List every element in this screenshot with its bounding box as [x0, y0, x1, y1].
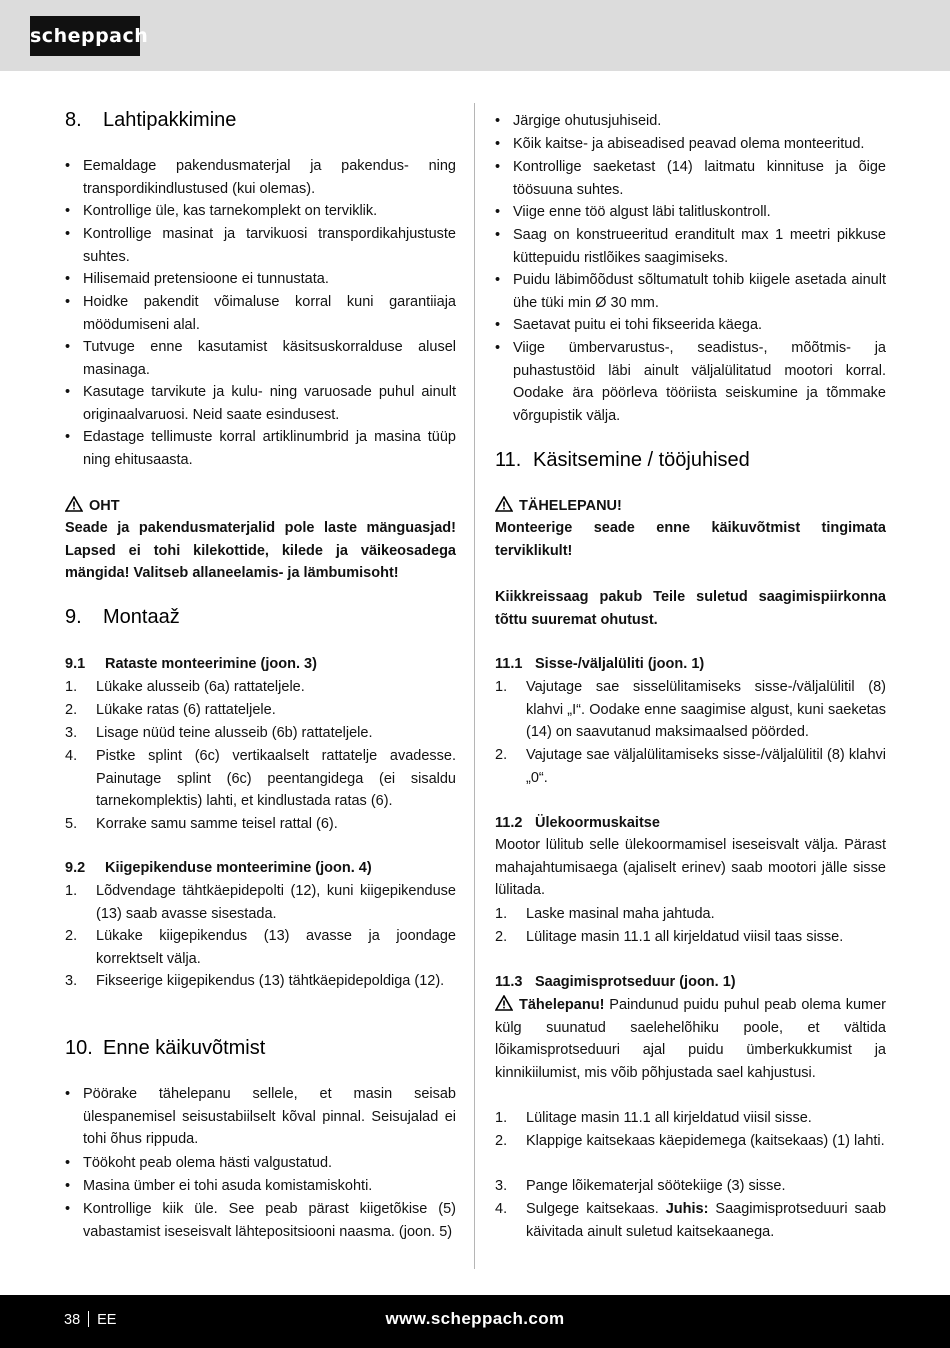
step-item — [495, 676, 886, 744]
bullet-marker: • — [65, 1201, 71, 1217]
bullet-marker: • — [495, 340, 501, 356]
step-item — [495, 926, 886, 949]
list-item-text: Saag on konstrueeritud eranditult max 1 meetri pikkuse küttepuidu ristlõikes saagimiseks. — [513, 227, 886, 266]
page-number: 38 — [64, 1312, 81, 1328]
header-bar — [0, 0, 950, 71]
subsection-11-2-heading — [495, 813, 660, 833]
subsection-number: 11.2 — [495, 815, 523, 831]
subsection-9-2-heading — [65, 858, 372, 878]
list-item-text: Kasutage tarvikute ja kulu- ning varuosade puhul ainult originaalvaruosi. Neid saate esindusest. — [83, 384, 456, 423]
list-item-text: Eemaldage pakendusmaterjal ja pakendus- ning transpordikindlustused (kui olemas). — [83, 158, 456, 197]
step-number: 4. — [65, 748, 78, 764]
attention-heading — [495, 495, 622, 517]
bullet-marker: • — [495, 113, 501, 129]
list-item — [65, 336, 456, 381]
step-item — [65, 722, 456, 745]
step-number: 2. — [65, 702, 78, 718]
step-number: 1. — [495, 1110, 508, 1126]
list-item — [65, 1175, 456, 1198]
list-item — [65, 155, 456, 200]
step-text: Lülitage masin 11.1 all kirjeldatud viisil taas sisse. — [526, 929, 844, 945]
bullet-marker: • — [65, 294, 71, 310]
section-9-heading — [65, 605, 180, 629]
step-item — [65, 699, 456, 722]
list-item — [65, 223, 456, 268]
subsection-number: 11.3 — [495, 974, 523, 990]
list-item-text: Hilisemaid pretensioone ei tunnustata. — [83, 271, 329, 287]
list-item — [65, 200, 456, 223]
overload-text: Mootor lülitub selle ülekoormamisel iseseisvalt välja. Pärast mahajahtumisaega (ajaliselt erinev) saab mootori jälle sisse lülitada. — [495, 837, 886, 899]
list-item-text: Tutvuge enne kasutamist käsitsuskorralduse alusel masinaga. — [83, 339, 456, 378]
bullet-marker: • — [65, 1155, 71, 1171]
step-item — [495, 1198, 886, 1243]
step-item — [65, 745, 456, 813]
safety-note: Kiikkreissaag pakub Teile suletud saagimispiirkonna tõttu suuremat ohutust. — [495, 589, 886, 628]
step-text: Korrake samu samme teisel rattal (6). — [96, 816, 338, 832]
list-item-text: Masina ümber ei tohi asuda komistamiskohti. — [83, 1178, 373, 1194]
section-title: Lahtipakkimine — [103, 109, 237, 131]
procedure-warning — [495, 994, 886, 1084]
step-text-part: Saagimisprotseduuri saab käivitada ainult suletud kaitsekaanega. — [526, 1201, 887, 1240]
bullet-marker: • — [495, 204, 501, 220]
warning-triangle-icon — [495, 995, 513, 1011]
step-number: 2. — [495, 747, 508, 763]
bullet-marker: • — [495, 227, 501, 243]
warning-triangle-icon — [495, 496, 513, 512]
bullet-marker: • — [65, 271, 71, 287]
bullet-marker: • — [65, 1178, 71, 1194]
step-item — [495, 1130, 886, 1153]
bullet-marker: • — [65, 226, 71, 242]
list-item — [65, 1152, 456, 1175]
subsection-title: Rataste monteerimine (joon. 3) — [105, 656, 317, 672]
step-number: 1. — [65, 883, 78, 899]
list-item — [65, 381, 456, 426]
section-8-heading — [65, 108, 236, 132]
list-item-text: Viige enne töö algust läbi talitluskontroll. — [513, 204, 771, 220]
procedure-warning-label: Tähelepanu! — [519, 997, 605, 1013]
brand-logo: scheppach — [30, 16, 140, 56]
danger-heading — [65, 495, 120, 517]
bullet-marker: • — [65, 429, 71, 445]
step-text: Lisage nüüd teine alusseib (6b) rattateljele. — [96, 725, 373, 741]
bullet-marker: • — [65, 203, 71, 219]
list-item — [495, 337, 886, 427]
step-text: Lükake kiigepikendus (13) avasse ja joondage korrektselt välja. — [96, 928, 456, 967]
step-text: Lükake alusseib (6a) rattateljele. — [96, 679, 305, 695]
step-item — [495, 744, 886, 789]
bullet-marker: • — [495, 159, 501, 175]
list-item — [495, 314, 886, 337]
list-item — [495, 224, 886, 269]
list-item — [65, 426, 456, 471]
step-text: Vajutage sae sisselülitamiseks sisse-/väljalülitil (8) klahvi „I“. Oodake enne saagimise algust, kuni saeketas (14) on saavutanud maksimaalsed pöörded. — [526, 679, 886, 741]
list-item — [495, 201, 886, 224]
subsection-11-3-heading — [495, 972, 736, 992]
bullet-marker: • — [495, 136, 501, 152]
attention-title: TÄHELEPANU! — [519, 498, 622, 514]
bullet-marker: • — [65, 158, 71, 174]
list-item-text: Järgige ohutusjuhiseid. — [513, 113, 662, 129]
bullet-marker: • — [495, 317, 501, 333]
step-item — [65, 925, 456, 970]
subsection-title: Sisse-/väljalüliti (joon. 1) — [535, 656, 705, 672]
subsection-number: 9.2 — [65, 860, 86, 876]
list-item-text: Saetavat puitu ei tohi fikseerida käega. — [513, 317, 763, 333]
subsection-number: 9.1 — [65, 656, 86, 672]
list-item-text: Puidu läbimõõdust sõltumatult tohib kiigele asetada ainult ühe tüki min Ø 30 mm. — [513, 272, 886, 311]
list-item-text: Pöörake tähelepanu sellele, et masin seisab ülespanemisel seisustabiilselt kõval pinnal. Seisujalad ei tohi õhus rippuda. — [83, 1086, 456, 1148]
step-text: Pange lõikematerjal söötekiige (3) sisse. — [526, 1178, 786, 1194]
step-item — [65, 676, 456, 699]
step-text: Lõdvendage tähtkäepidepolti (12), kuni kiigepikenduse (13) saab avasse sisestada. — [96, 883, 456, 922]
section-number: 9. — [65, 606, 82, 628]
bullet-marker: • — [65, 339, 71, 355]
step-number: 2. — [65, 928, 78, 944]
step-text: Fikseerige kiigepikendus (13) tähtkäepidepoldiga (12). — [96, 973, 445, 989]
list-item-text: Kontrollige üle, kas tarnekomplekt on terviklik. — [83, 203, 378, 219]
list-item-text: Töökoht peab olema hästi valgustatud. — [83, 1155, 333, 1171]
language-code: EE — [97, 1312, 117, 1328]
step-number: 3. — [65, 725, 78, 741]
step-number: 2. — [495, 1133, 508, 1149]
bullet-marker: • — [495, 272, 501, 288]
list-item — [495, 110, 886, 133]
section-11-heading — [495, 448, 750, 472]
list-item-text: Kontrollige kiik üle. See peab pärast kiigetõkise (5) vabastamist iseseisvalt lähtepositsiooni naasma. (joon. 5) — [83, 1201, 456, 1240]
list-item-text: Hoidke pakendit võimaluse korral kuni garantiiaja möödumiseni alal. — [83, 294, 456, 333]
list-item — [65, 291, 456, 336]
step-number: 3. — [495, 1178, 508, 1194]
subsection-9-1-heading — [65, 654, 317, 674]
step-text — [526, 1198, 886, 1243]
procedure-warning-text: Paindunud puidu puhul peab olema kumer külg suunatud saelehelõhiku poole, et vältida lõikamisprotseduuri ajal puidu ümberkukkumist ja kinnikiilumist, mis võib põhjustada sael kahjustusi. — [495, 997, 886, 1081]
step-text-part: Sulgege kaitsekaas. — [526, 1201, 659, 1217]
list-item-text: Kontrollige masinat ja tarvikuosi transpordikahjustuste suhtes. — [83, 226, 456, 265]
section-number: 11. — [495, 449, 522, 471]
danger-text: Seade ja pakendusmaterjalid pole laste mänguasjad! Lapsed ei tohi kilekottide, kilede ja väikeosadega mängida! Valitseb allaneelamis- ja lämbumisoht! — [65, 520, 456, 582]
bullet-marker: • — [65, 384, 71, 400]
list-item — [495, 269, 886, 314]
step-text: Pistke splint (6c) vertikaalselt rattatelje avadesse. Painutage splint (6c) peentangidega (ei sisaldu tarnekomplektis) lahti, et kindlustada ratas (6). — [96, 748, 456, 810]
section-10-heading — [65, 1036, 265, 1060]
list-item-text: Edastage tellimuste korral artiklinumbrid ja masina tüüp ning ehitusaasta. — [83, 429, 456, 468]
step-number: 1. — [495, 906, 508, 922]
list-item-text: Kontrollige saeketast (14) laitmatu kinnituse ja õige töösuuna suhtes. — [513, 159, 886, 198]
list-item — [65, 1083, 456, 1151]
footer-bar — [0, 1295, 950, 1348]
warning-triangle-icon — [65, 496, 83, 512]
step-text: Lükake ratas (6) rattateljele. — [96, 702, 276, 718]
attention-text: Monteerige seade enne käikuvõtmist tingimata terviklikult! — [495, 520, 886, 559]
step-number: 5. — [65, 816, 78, 832]
subsection-title: Kiigepikenduse monteerimine (joon. 4) — [105, 860, 372, 876]
step-item — [495, 1175, 886, 1198]
step-text: Klappige kaitsekaas käepidemega (kaitsekaas) (1) lahti. — [526, 1133, 885, 1149]
step-number: 1. — [495, 679, 508, 695]
list-item-text: Kõik kaitse- ja abiseadised peavad olema monteeritud. — [513, 136, 865, 152]
step-item — [65, 813, 456, 836]
list-item — [495, 133, 886, 156]
step-text: Lülitage masin 11.1 all kirjeldatud viisil sisse. — [526, 1110, 812, 1126]
step-number: 1. — [65, 679, 78, 695]
subsection-11-1-heading — [495, 654, 704, 674]
step-number: 3. — [65, 973, 78, 989]
step-item — [495, 903, 886, 926]
section-title: Enne käikuvõtmist — [103, 1037, 266, 1059]
section-number: 10. — [65, 1037, 93, 1059]
note-label: Juhis: — [665, 1201, 709, 1217]
list-item — [65, 268, 456, 291]
step-item — [65, 970, 456, 993]
step-item — [65, 880, 456, 925]
step-number: 4. — [495, 1201, 508, 1217]
step-text: Laske masinal maha jahtuda. — [526, 906, 715, 922]
section-title: Käsitsemine / tööjuhised — [533, 449, 750, 471]
danger-title: OHT — [89, 498, 120, 514]
step-item — [495, 1107, 886, 1130]
step-number: 2. — [495, 929, 508, 945]
subsection-title: Saagimisprotseduur (joon. 1) — [535, 974, 736, 990]
subsection-title: Ülekoormuskaitse — [535, 815, 660, 831]
list-item — [65, 1198, 456, 1243]
list-item — [495, 156, 886, 201]
bullet-marker: • — [65, 1086, 71, 1102]
list-item-text: Viige ümbervarustus-, seadistus-, mõõtmis- ja puhastustöid läbi ainult väljalülitatud mootori korral. Oodake ära pöörleva tööriista seiskumine ja tõmmake võrgupistik välja. — [513, 340, 886, 424]
website-link[interactable]: www.scheppach.com — [385, 1309, 565, 1328]
step-text: Vajutage sae väljalülitamiseks sisse-/väljalülitil (8) klahvi „0“. — [526, 747, 886, 786]
subsection-number: 11.1 — [495, 656, 523, 672]
column-divider — [474, 103, 475, 1269]
section-number: 8. — [65, 109, 82, 131]
section-title: Montaaž — [103, 606, 180, 628]
